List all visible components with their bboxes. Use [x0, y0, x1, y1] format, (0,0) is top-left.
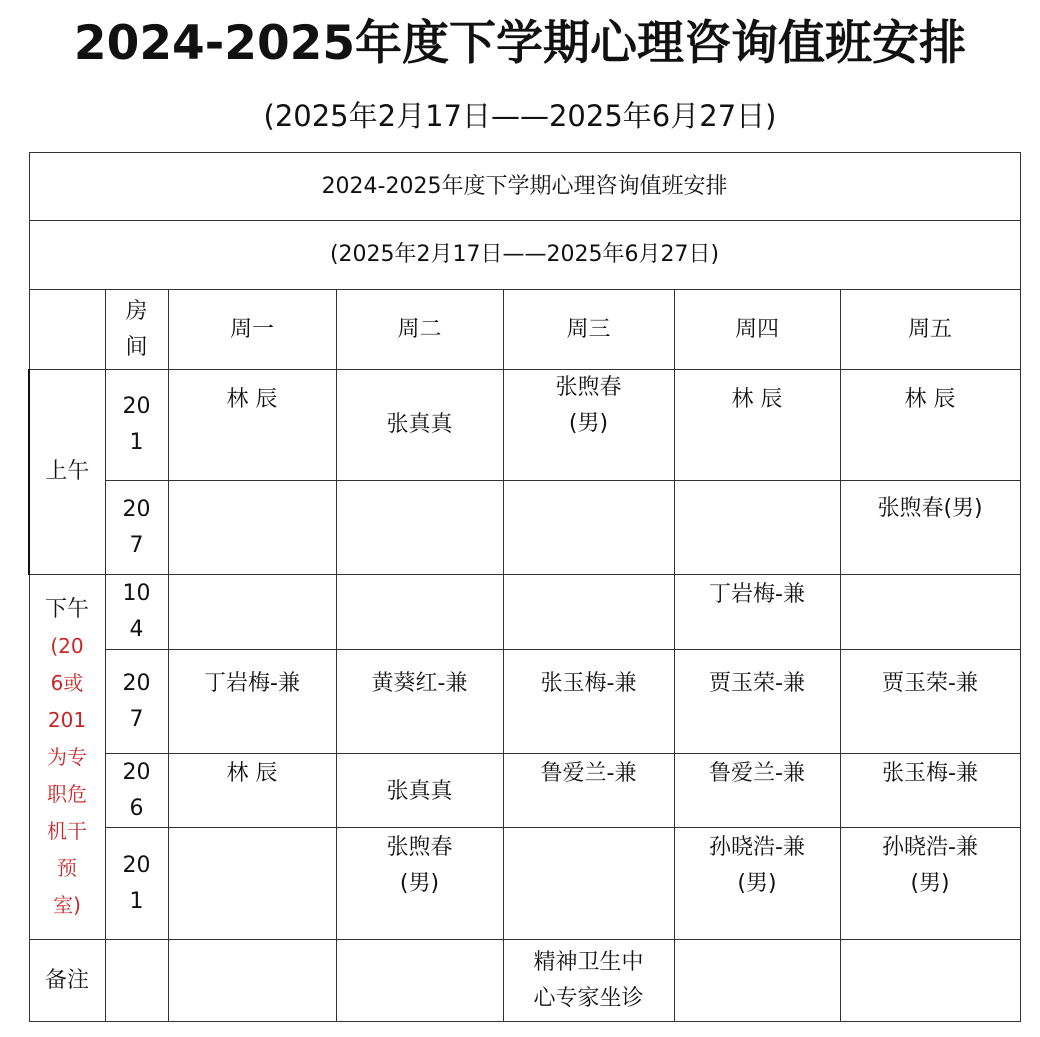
- duty-cell: 林 辰: [674, 370, 840, 481]
- duty-note: (男): [910, 871, 950, 896]
- duty-cell: 林 辰: [168, 754, 336, 828]
- period-morning: 上午: [29, 370, 105, 575]
- remarks-label: 备注: [29, 940, 105, 1022]
- afternoon-note-line: (20: [50, 633, 84, 658]
- day-header-tue: 周二: [336, 290, 503, 370]
- afternoon-note-line: 职危: [47, 781, 87, 806]
- room-number-part: 10: [122, 581, 151, 606]
- day-header-wed: 周三: [503, 290, 674, 370]
- remarks-row: [29, 940, 1020, 1022]
- duty-name: 孙晓浩-兼: [709, 835, 805, 860]
- room-number-part: 20: [122, 852, 151, 878]
- duty-cell: [840, 828, 1020, 940]
- table-row: [29, 650, 1020, 754]
- duty-cell: [503, 828, 674, 940]
- duty-note: (男): [737, 871, 777, 896]
- duty-cell: 张煦春(男): [840, 481, 1020, 575]
- duty-cell: 丁岩梅-兼: [674, 575, 840, 650]
- duty-cell: 林 辰: [840, 370, 1020, 481]
- day-header-fri: 周五: [840, 290, 1020, 370]
- duty-cell: [503, 481, 674, 575]
- remarks-cell: [840, 940, 1020, 1022]
- room-number-part: 20: [122, 759, 151, 785]
- page-title: 2024-2025年度下学期心理咨询值班安排: [73, 16, 967, 71]
- room-number-part: 1: [129, 888, 144, 914]
- room-number: [105, 481, 168, 575]
- room-number: [105, 650, 168, 754]
- room-number-part: 7: [129, 706, 144, 732]
- room-header: [105, 290, 168, 370]
- room-number-part: 20: [122, 394, 151, 419]
- table-title-row: [29, 153, 1020, 221]
- table-row: [29, 481, 1020, 575]
- table-date-row: [29, 221, 1020, 290]
- room-number: [105, 370, 168, 481]
- duty-cell: 鲁爱兰-兼: [674, 754, 840, 828]
- room-header-line: 房: [125, 298, 148, 324]
- period-afternoon-label: 下午: [44, 596, 89, 622]
- day-header-thu: 周四: [674, 290, 840, 370]
- duty-cell: [503, 575, 674, 650]
- duty-cell: [674, 828, 840, 940]
- duty-cell: [168, 481, 336, 575]
- duty-note: (男): [568, 411, 609, 436]
- table-row: [29, 754, 1020, 828]
- afternoon-note-line: 为专: [47, 744, 87, 769]
- table-date-range: (2025年2月17日——2025年6月27日): [29, 221, 1020, 290]
- period-afternoon: [29, 575, 105, 940]
- duty-cell: 鲁爱兰-兼: [503, 754, 674, 828]
- duty-cell: 贾玉荣-兼: [674, 650, 840, 754]
- afternoon-note-line: 预: [57, 855, 77, 880]
- room-number-part: 6: [129, 795, 144, 821]
- duty-schedule-table: [28, 152, 1021, 1022]
- remarks-cell: [168, 940, 336, 1022]
- room-number-part: 4: [129, 617, 144, 642]
- afternoon-note-line: 201: [47, 707, 87, 732]
- remark-text: 心专家坐诊: [533, 985, 644, 1011]
- remark-text: 精神卫生中: [533, 949, 644, 975]
- corner-cell: [29, 290, 105, 370]
- day-header-row: [29, 290, 1020, 370]
- duty-cell: [168, 828, 336, 940]
- remarks-cell: [336, 940, 503, 1022]
- duty-cell: 张真真: [336, 370, 503, 481]
- duty-cell: 黄葵红-兼: [336, 650, 503, 754]
- table-title: 2024-2025年度下学期心理咨询值班安排: [29, 153, 1020, 221]
- duty-note: (男): [399, 871, 440, 896]
- duty-cell: [336, 828, 503, 940]
- table-row: [29, 828, 1020, 940]
- duty-cell: [168, 575, 336, 650]
- duty-name: 孙晓浩-兼: [882, 835, 978, 860]
- remarks-cell: [674, 940, 840, 1022]
- duty-cell: 张真真: [336, 754, 503, 828]
- duty-cell: 丁岩梅-兼: [168, 650, 336, 754]
- duty-cell: 林 辰: [168, 370, 336, 481]
- duty-name: 张煦春: [555, 375, 622, 400]
- duty-cell: 张玉梅-兼: [503, 650, 674, 754]
- duty-cell: 贾玉荣-兼: [840, 650, 1020, 754]
- page-date-range: (2025年2月17日——2025年6月27日): [263, 99, 777, 133]
- day-header-mon: 周一: [168, 290, 336, 370]
- room-number-part: 20: [122, 670, 151, 696]
- remarks-cell: [503, 940, 674, 1022]
- afternoon-note-line: 6或: [50, 670, 84, 695]
- duty-cell: [840, 575, 1020, 650]
- duty-cell: 张玉梅-兼: [840, 754, 1020, 828]
- room-number-part: 20: [122, 496, 151, 522]
- duty-cell: [336, 575, 503, 650]
- duty-cell: [503, 370, 674, 481]
- room-header-line: 间: [125, 334, 148, 360]
- afternoon-note-line: 室): [53, 892, 81, 917]
- afternoon-note-line: 机干: [47, 818, 87, 843]
- duty-cell: [336, 481, 503, 575]
- table-row: [29, 370, 1020, 481]
- duty-name: 张煦春: [386, 835, 453, 860]
- table-row: [29, 575, 1020, 650]
- room-number: [105, 754, 168, 828]
- room-number: [105, 575, 168, 650]
- duty-cell: [674, 481, 840, 575]
- room-number-part: 7: [129, 532, 144, 558]
- room-number-part: 1: [129, 430, 144, 455]
- room-number: [105, 828, 168, 940]
- remarks-cell: [105, 940, 168, 1022]
